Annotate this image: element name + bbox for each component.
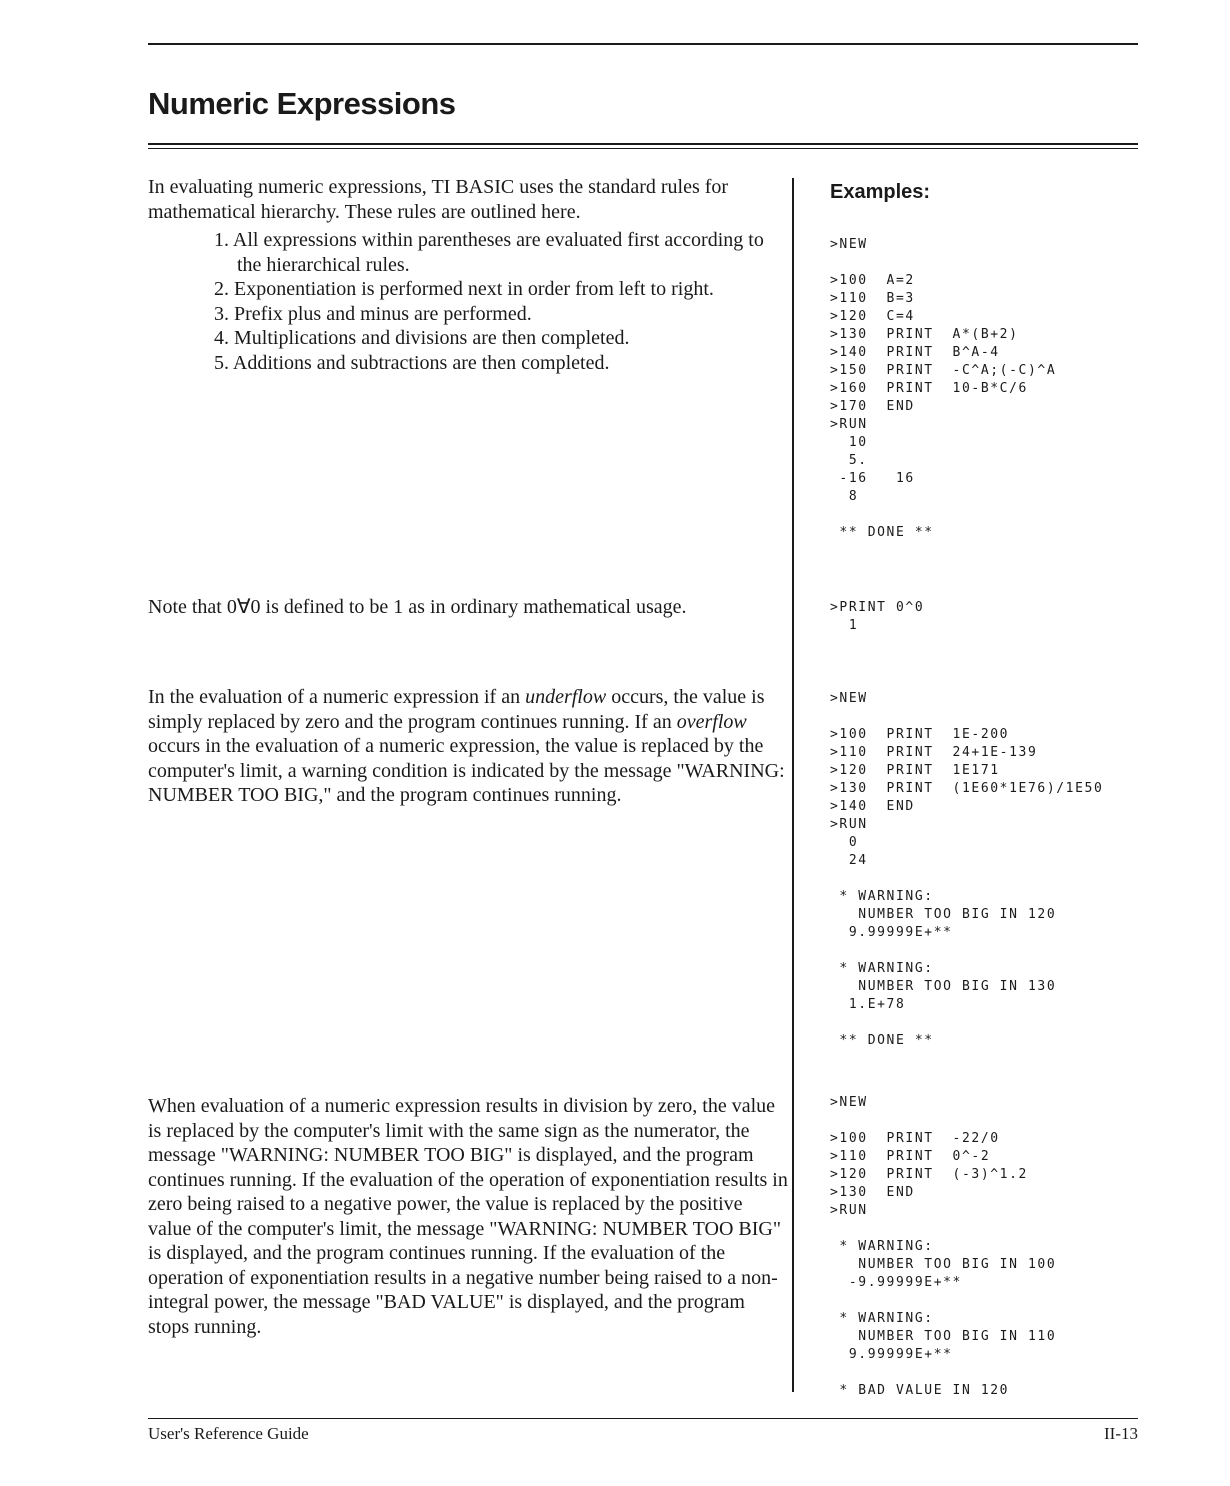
emphasis-overflow: overflow bbox=[676, 710, 747, 733]
code-line: >NEW bbox=[830, 1095, 868, 1110]
output-line: 10 bbox=[830, 435, 868, 450]
warning-line: * WARNING: bbox=[830, 1239, 934, 1254]
code-line: >PRINT 0^0 bbox=[830, 600, 925, 615]
zero-power-paragraph: Note that 0∀0 is defined to be 1 as in ordinary mathematical usage. bbox=[148, 596, 687, 618]
code-line: >130 PRINT (1E60*1E76)/1E50 bbox=[830, 781, 1104, 796]
warning-line: NUMBER TOO BIG IN 130 bbox=[830, 979, 1057, 994]
done-line: ** DONE ** bbox=[830, 525, 934, 540]
code-line: >NEW bbox=[830, 691, 868, 706]
output-line: 1 bbox=[830, 618, 859, 633]
division-section bbox=[148, 1094, 788, 1339]
code-line: >RUN bbox=[830, 817, 868, 832]
example-program-2 bbox=[830, 599, 924, 635]
warning-line: -9.99999E+** bbox=[830, 1275, 962, 1290]
footer-page-number: II-13 bbox=[1104, 1424, 1138, 1443]
code-line: >140 END bbox=[830, 799, 915, 814]
title-rule-thick bbox=[148, 143, 1138, 145]
code-line: >110 B=3 bbox=[830, 291, 915, 306]
text-run: In the evaluation of a numeric expression if an bbox=[148, 686, 526, 708]
warning-line: 1.E+78 bbox=[830, 997, 906, 1012]
output-line: 5. bbox=[830, 453, 868, 468]
warning-line: * WARNING: bbox=[830, 1311, 934, 1326]
text-run: occurs, the value is simply replaced by zero and the program continues running. If an bbox=[148, 686, 765, 733]
underflow-section bbox=[148, 685, 788, 808]
examples-heading: Examples: bbox=[830, 181, 931, 203]
page-title: Numeric Expressions bbox=[148, 86, 456, 121]
footer-guide-title: User's Reference Guide bbox=[148, 1424, 309, 1443]
text-run: occurs in the evaluation of a numeric expression, the value is replaced by the computer's limit, a warning condition is indicated by the message "WARNING: NUMBER TOO BIG," and the program continues running. bbox=[148, 735, 785, 806]
code-line: >RUN bbox=[830, 1203, 868, 1218]
code-line: >130 PRINT A*(B+2) bbox=[830, 327, 1019, 342]
warning-line: 9.99999E+** bbox=[830, 925, 953, 940]
example-program-1 bbox=[830, 236, 1056, 542]
code-line: >120 C=4 bbox=[830, 309, 915, 324]
hierarchy-rules-list bbox=[148, 228, 788, 375]
example-program-3 bbox=[830, 690, 1103, 1050]
rule-item: 5. Additions and subtractions are then completed. bbox=[214, 351, 610, 374]
done-line: ** DONE ** bbox=[830, 1033, 934, 1048]
code-line: >140 PRINT B^A-4 bbox=[830, 345, 1000, 360]
warning-line: NUMBER TOO BIG IN 120 bbox=[830, 907, 1057, 922]
underflow-paragraph bbox=[148, 685, 788, 808]
code-line: >160 PRINT 10-B*C/6 bbox=[830, 381, 1028, 396]
code-line: >RUN bbox=[830, 417, 868, 432]
code-line: >110 PRINT 24+1E-139 bbox=[830, 745, 1038, 760]
code-line: >150 PRINT -C^A;(-C)^A bbox=[830, 363, 1057, 378]
code-line: >100 PRINT 1E-200 bbox=[830, 727, 1010, 742]
code-line: >120 PRINT 1E171 bbox=[830, 763, 1000, 778]
output-line: 0 bbox=[830, 835, 859, 850]
intro-section bbox=[148, 175, 788, 375]
code-line: >130 END bbox=[830, 1185, 915, 1200]
rule-item: 1. All expressions within parentheses are evaluated first according to the hierarchical rules. bbox=[214, 229, 764, 276]
division-paragraph: When evaluation of a numeric expression results in division by zero, the value is replaced by the computer's limit with the same sign as the numerator, the message "WARNING: NUMBER TOO BIG" is displayed, and the program continues running. If the evaluation of the operation of exponentiation results in zero being raised to a negative power, the value is replaced by the positive value of the computer's limit, the message "WARNING: NUMBER TOO BIG" is displayed, and the program continues running. If the evaluation of the operation of exponentiation results in a negative number being raised to a non-integral power, the message "BAD VALUE" is displayed, and the program stops running. bbox=[148, 1095, 788, 1338]
footer-rule bbox=[148, 1418, 1138, 1419]
column-divider bbox=[792, 178, 794, 1392]
title-rule-thin bbox=[148, 148, 1138, 149]
code-line: >170 END bbox=[830, 399, 915, 414]
rule-item: 3. Prefix plus and minus are performed. bbox=[214, 302, 532, 325]
code-line: >NEW bbox=[830, 237, 868, 252]
warning-line: NUMBER TOO BIG IN 100 bbox=[830, 1257, 1057, 1272]
code-line: >100 A=2 bbox=[830, 273, 915, 288]
rule-item: 2. Exponentiation is performed next in order from left to right. bbox=[214, 278, 714, 300]
top-rule bbox=[148, 43, 1138, 45]
warning-line: 9.99999E+** bbox=[830, 1347, 953, 1362]
emphasis-underflow: underflow bbox=[525, 686, 607, 708]
warning-line: NUMBER TOO BIG IN 110 bbox=[830, 1329, 1057, 1344]
code-line: >100 PRINT -22/0 bbox=[830, 1131, 1000, 1146]
bad-value-line: * BAD VALUE IN 120 bbox=[830, 1383, 1010, 1398]
code-line: >110 PRINT 0^-2 bbox=[830, 1149, 991, 1164]
warning-line: * WARNING: bbox=[830, 889, 934, 904]
example-program-4 bbox=[830, 1094, 1056, 1400]
output-line: -16 16 bbox=[830, 471, 915, 486]
code-line: >120 PRINT (-3)^1.2 bbox=[830, 1167, 1028, 1182]
rule-item: 4. Multiplications and divisions are then completed. bbox=[214, 327, 630, 349]
zero-power-note bbox=[148, 595, 788, 620]
output-line: 24 bbox=[830, 853, 868, 868]
intro-paragraph: In evaluating numeric expressions, TI BASIC uses the standard rules for mathematical hierarchy. These rules are outlined here. bbox=[148, 176, 729, 223]
warning-line: * WARNING: bbox=[830, 961, 934, 976]
output-line: 8 bbox=[830, 489, 859, 504]
